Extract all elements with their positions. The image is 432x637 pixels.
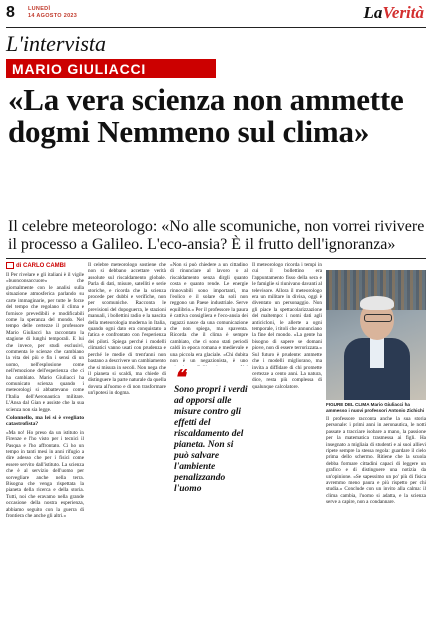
logo-main: Verità xyxy=(382,3,424,22)
byline-text: di CARLO CAMBI xyxy=(16,263,66,270)
article-column-5 xyxy=(326,416,426,632)
column-4-text: Il meteorologo ricorda i tempi in cui il bollettino era l'appuntamento fisso della sera e le famiglie si riunivano davanti al televisore. Allora il meteorologo era un militare in divisa, oggi è diventato un personaggio. Non gli piace la spettacolarizzazione del maltempo: i nomi dati agli anticicloni, le allerte a ogni temporale, i titoli che annunciano la fine del mondo. «La gente ha bisogno di sapere se domani piove, non di essere terrorizzata.» Sul futuro è prudente: ammette che i modelli migliorano, ma invita a diffidare di chi promette certezze a cento anni. La natura, dice, resta più complessa di qualunque calcolatore. xyxy=(252,262,322,390)
photo-hair xyxy=(360,296,394,310)
mail-icon xyxy=(6,262,14,269)
pull-quote xyxy=(174,367,250,495)
page-header xyxy=(0,0,432,26)
column-1-answer: «Ma no! Ho preso da un istituto in Firenze e l'ho visto per i tecnici il Pasqua e l'ho affrontato. Ci ho un tempo in tanti mesi in anni rifugio a dire adesso che per i fisici come essere servito dall'istituto. La scienza che è al servizio dell'uomo per sorvegliare anche nella terra. Bisogna che venga rispettata la pianeta della ricerca e della storia. Tutti, noi che eravamo nella grande occasione della nostra esperienza, abbiamo seguito con la guerra di frontiera che anche gli altri.» xyxy=(6,429,84,520)
photo-caption: FIGURE DEL CLIMA Mario Giuliacci ha ammesso i nuovi professori Antonio Zichichi xyxy=(326,402,425,413)
byline xyxy=(6,262,84,269)
question-subhead: Colonnello, ma lei si è svegliato catastrofista? xyxy=(6,415,84,428)
photo-glasses xyxy=(364,314,392,322)
column-2-text: Il celebre meteorologo sostiene che non si debbano accettare verità assolute sul riscaldamento globale. Parla di dati, misure, satelliti e serie storiche, e ricorda che la scienza procede per dubbi e verifiche, non per scomuniche. Racconta le previsioni del dopoguerra, le stazioni manuali, i bollettini radio e la nascita della meteorologia moderna in Italia, quando ogni dato era conquistato a fatica e confrontato con l'esperienza dei piloti. Spiega perché i modelli climatici vanno usati con prudenza e perché le medie di trent'anni non bastano a descrivere un cambiamento che si misura in secoli. Non nega che il pianeta si scaldi, ma chiede di distinguere la parte naturale da quella dovuta all'uomo e di non trasformare un'ipotesi in dogma. xyxy=(88,262,166,397)
logo-prefix: La xyxy=(363,3,383,22)
newspaper-logo xyxy=(364,3,424,23)
body-rule xyxy=(6,258,426,259)
column-1-text: Il Per rivelare e gli italiani è il vigile «buonconsaccuore» che giornalmente con le analisi sulla situazione atmosferica parlando su carte immaginarie, per tutte le forze del tempo che regolano il clima e fornisce prevedibili e modificabili come la speranza del mondo. Nel tempo delle certezze il professore Mario Giuliacci ha raccontato la stagione di lunghi temporali. E lui che invece, per studi esclusivi, commenta le scienze che cambiano la vita dei più e fin i sensi di un uomo, nell'esplosione come nell'emozione dell'esperienza che ci ha cambiato. Mario Giuliacci ha comunicato scienza quando i meteorologi si abbattevano come l'Italia dell'Aeronautica militare. L'Ansa dal Gian e assiste che la sua scienza non sia legge. xyxy=(6,272,84,413)
header-rule xyxy=(6,27,426,28)
section-title: L'intervista xyxy=(6,31,107,56)
interviewee-name-bar xyxy=(6,59,216,78)
interviewee-photo xyxy=(326,270,426,400)
issue-day: 14 AGOSTO 2023 xyxy=(28,13,78,19)
issue-weekday: LUNEDÌ xyxy=(28,6,51,12)
pull-quote-text: Sono propri i verdi ad opporsi alle misure contro gli effetti del riscaldamento del pianeta. Non si può salvare l'ambiente penalizzando l'uomo xyxy=(174,385,248,494)
article-headline: «La vera scienza non ammette dogmi Nemmeno sul clima» xyxy=(8,82,404,149)
article-column-1 xyxy=(6,262,84,632)
article-column-4 xyxy=(252,262,322,632)
article-deck: Il celebre meteorologo: «No alle scomuniche, non vorrei rivivere il processo a Galileo. L'eco-ansia? È il frutto dell'ignoranza» xyxy=(8,218,425,253)
interviewee-name: MARIO GIULIACCI xyxy=(12,61,147,77)
page-number: 8 xyxy=(6,4,15,21)
article-column-2 xyxy=(88,262,166,632)
quote-mark-icon: ❝ xyxy=(174,367,185,389)
article-column-3-top xyxy=(170,262,248,366)
issue-date xyxy=(28,6,77,20)
photo-shirt xyxy=(370,338,384,368)
column-3-text: «Non si può chiedere a un cittadino di rinunciare al lavoro o al riscaldamento senza dirgli quanto costa e quanto rende. Le energie rinnovabili sono importanti, ma l'eolico e il solare da soli non reggono un Paese industriale. Serve equilibrio.» Per il professore la paura è cattiva consigliera e l'eco-ansia dei ragazzi nasce da una comunicazione che non spiega, ma spaventa. Ricorda che il clima è sempre cambiato, che ci sono stati periodi caldi in epoca romana e medievale e una piccola era glaciale. «Chi dubita non è un negazionista, è uno xyxy=(170,262,248,365)
column-5-text: Il professore racconta anche la sua storia personale: i primi anni in aeronautica, le notti passate a tracciare isobare a mano, la passione per la matematica trasmessa ai figli. Ha insegnato a migliaia di studenti e ai suoi allievi ripete sempre la stessa regola: guardare il cielo prima dello schermo. Ritiene che la scuola debba formare cittadini capaci di leggere un grafico e di distinguere una notizia da un'opinione. «Se sapessimo un po' più di fisica avremmo meno paura e più rispetto per chi studia.» Conclude con un invito alla calma: il clima cambia, l'uomo si adatta, e la scienza serve a capire, non a condannare. xyxy=(326,416,426,506)
